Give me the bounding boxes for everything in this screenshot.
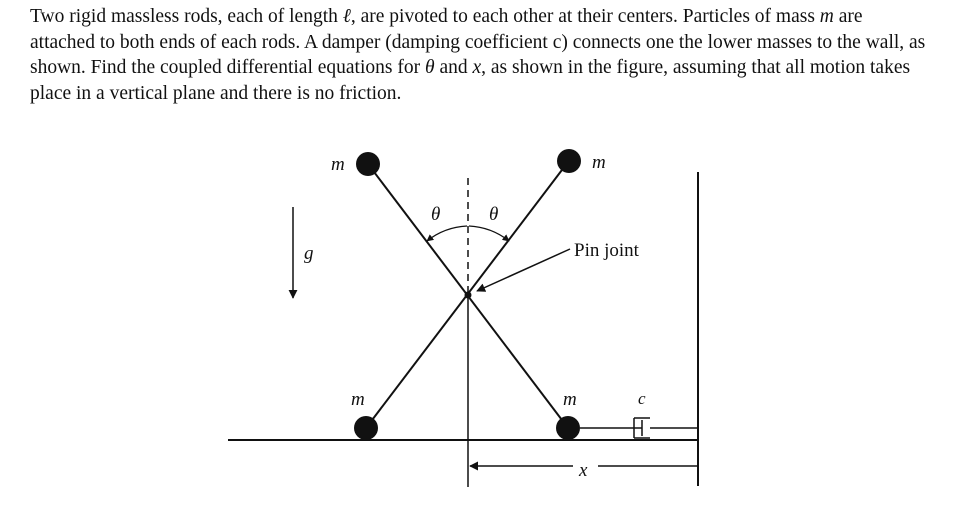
label-damper: c bbox=[638, 389, 646, 408]
label-theta-left: θ bbox=[431, 204, 441, 225]
problem-text-1: Two rigid massless rods, each of length bbox=[30, 6, 343, 27]
pin-joint-dot bbox=[465, 292, 472, 299]
label-mass-top-right: m bbox=[592, 152, 606, 173]
problem-text-2: , are pivoted to each other at their centers. Particles of mass bbox=[350, 6, 820, 27]
mass-bottom-left-dot bbox=[354, 416, 378, 440]
label-mass-top-left: m bbox=[331, 154, 345, 175]
label-theta-right: θ bbox=[489, 204, 499, 225]
mass-bottom-right-dot bbox=[556, 416, 580, 440]
label-pin-joint: Pin joint bbox=[574, 240, 639, 261]
problem-text-4: and bbox=[434, 57, 473, 78]
label-gravity: g bbox=[304, 243, 314, 264]
theta-arc-right bbox=[469, 226, 509, 241]
mass-symbol: m bbox=[819, 6, 834, 27]
pin-joint-pointer bbox=[477, 249, 570, 291]
label-mass-bottom-right: m bbox=[563, 389, 577, 410]
theta-symbol: θ bbox=[424, 57, 435, 78]
theta-arc-left bbox=[427, 226, 467, 241]
x-symbol: x bbox=[472, 57, 482, 78]
label-mass-bottom-left: m bbox=[351, 389, 365, 410]
mass-top-left-dot bbox=[356, 152, 380, 176]
label-x: x bbox=[579, 460, 588, 481]
problem-text-3: are attached to both ends of each rods. A damper (damping coefficient c) connects one the lower masses to the wall, as shown. Find the coupled differential equations for bbox=[30, 6, 926, 78]
length-symbol: ℓ bbox=[342, 6, 351, 27]
problem-text-5: , as shown in the figure, assuming that all motion takes place in a vertical plane and there is no friction. bbox=[30, 57, 911, 104]
mass-top-right-dot bbox=[557, 149, 581, 173]
